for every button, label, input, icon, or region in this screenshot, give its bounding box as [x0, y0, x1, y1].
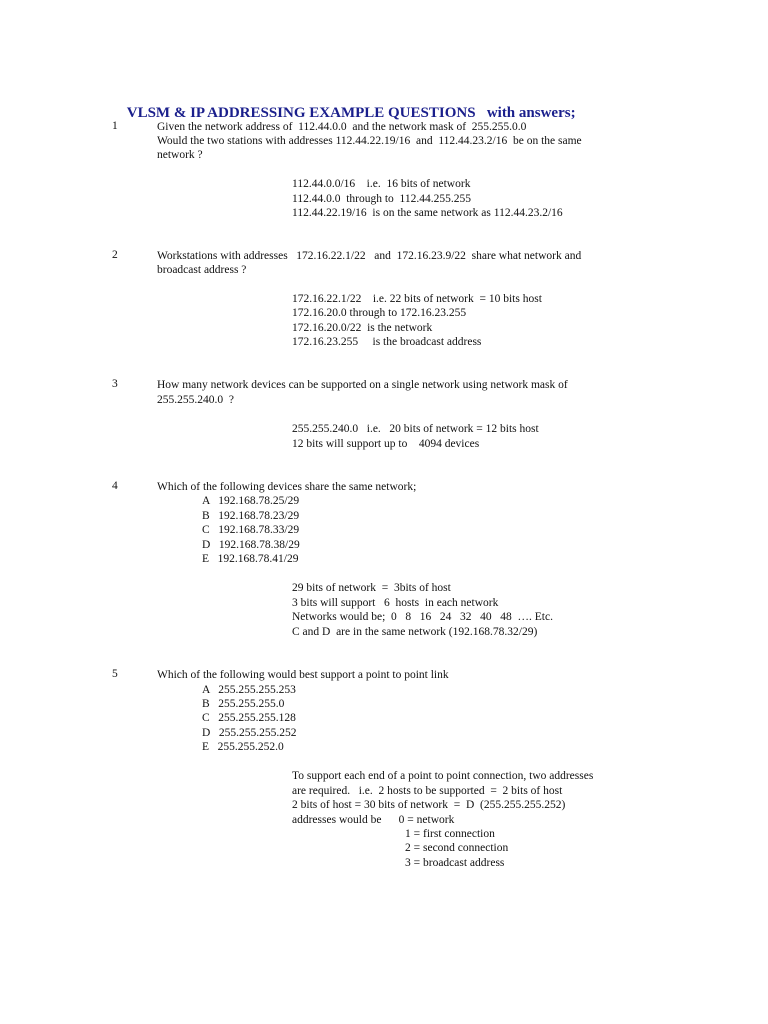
answer-2-line-3: 172.16.20.0/22 is the network: [292, 322, 433, 334]
answer-4-line-2: 3 bits will support 6 hosts in each network: [292, 597, 499, 609]
answer-5-line-1: To support each end of a point to point connection, two addresses: [292, 770, 594, 782]
question-4-option-a: A 192.168.78.25/29: [202, 495, 300, 507]
question-3-number: 3: [112, 378, 118, 390]
title-main: VLSM & IP ADDRESSING EXAMPLE QUESTIONS: [126, 105, 476, 121]
question-3-line-2: 255.255.240.0 ?: [157, 394, 234, 406]
answer-1-line-1: 112.44.0.0/16 i.e. 16 bits of network: [292, 178, 471, 190]
question-4-option-c: C 192.168.78.33/29: [202, 524, 300, 536]
question-5-option-e: E 255.255.252.0: [202, 741, 284, 753]
question-5-option-b: B 255.255.255.0: [202, 698, 285, 710]
question-4-option-e: E 192.168.78.41/29: [202, 553, 299, 565]
answer-2-line-2: 172.16.20.0 through to 172.16.23.255: [292, 307, 467, 319]
answer-5-line-3: 2 bits of host = 30 bits of network = D (255.255.255.252): [292, 799, 566, 811]
question-2-line-2: broadcast address ?: [157, 264, 247, 276]
answer-4-line-3: Networks would be; 0 8 16 24 32 40 48 …. Etc.: [292, 611, 553, 623]
answer-1-line-3: 112.44.22.19/16 is on the same network as 112.44.23.2/16: [292, 207, 563, 219]
answer-2-line-4: 172.16.23.255 is the broadcast address: [292, 336, 482, 348]
question-1-line-2: Would the two stations with addresses 112.44.22.19/16 and 112.44.23.2/16 be on the same: [157, 135, 582, 147]
question-5-option-d: D 255.255.255.252: [202, 727, 297, 739]
answer-5-line-5: 1 = first connection: [405, 828, 495, 840]
question-5-line-1: Which of the following would best support a point to point link: [157, 669, 449, 681]
question-2-line-1: Workstations with addresses 172.16.22.1/22 and 172.16.23.9/22 share what network and: [157, 250, 582, 262]
question-3-line-1: How many network devices can be supported on a single network using network mask of: [157, 379, 568, 391]
question-4-option-b: B 192.168.78.23/29: [202, 510, 300, 522]
question-1-line-1: Given the network address of 112.44.0.0 and the network mask of 255.255.0.0: [157, 121, 527, 133]
question-5-number: 5: [112, 668, 118, 680]
question-5-option-a: A 255.255.255.253: [202, 684, 296, 696]
question-4-option-d: D 192.168.78.38/29: [202, 539, 300, 551]
question-1-number: 1: [112, 120, 118, 132]
answer-5-line-6: 2 = second connection: [405, 842, 509, 854]
answer-1-line-2: 112.44.0.0 through to 112.44.255.255: [292, 193, 471, 205]
answer-5-line-7: 3 = broadcast address: [405, 857, 505, 869]
question-2-number: 2: [112, 249, 118, 261]
answer-3-line-1: 255.255.240.0 i.e. 20 bits of network = 12 bits host: [292, 423, 539, 435]
answer-5-line-2: are required. i.e. 2 hosts to be supported = 2 bits of host: [292, 785, 563, 797]
answer-5-line-4: addresses would be 0 = network: [292, 814, 455, 826]
answer-3-line-2: 12 bits will support up to 4094 devices: [292, 438, 480, 450]
question-5-option-c: C 255.255.255.128: [202, 712, 296, 724]
answer-4-line-4: C and D are in the same network (192.168.78.32/29): [292, 626, 538, 638]
answer-4-line-1: 29 bits of network = 3bits of host: [292, 582, 451, 594]
question-4-line-1: Which of the following devices share the same network;: [157, 481, 417, 493]
question-4-number: 4: [112, 480, 118, 492]
question-1-line-3: network ?: [157, 149, 203, 161]
title-suffix: with answers;: [475, 105, 576, 121]
answer-2-line-1: 172.16.22.1/22 i.e. 22 bits of network = 10 bits host: [292, 293, 542, 305]
